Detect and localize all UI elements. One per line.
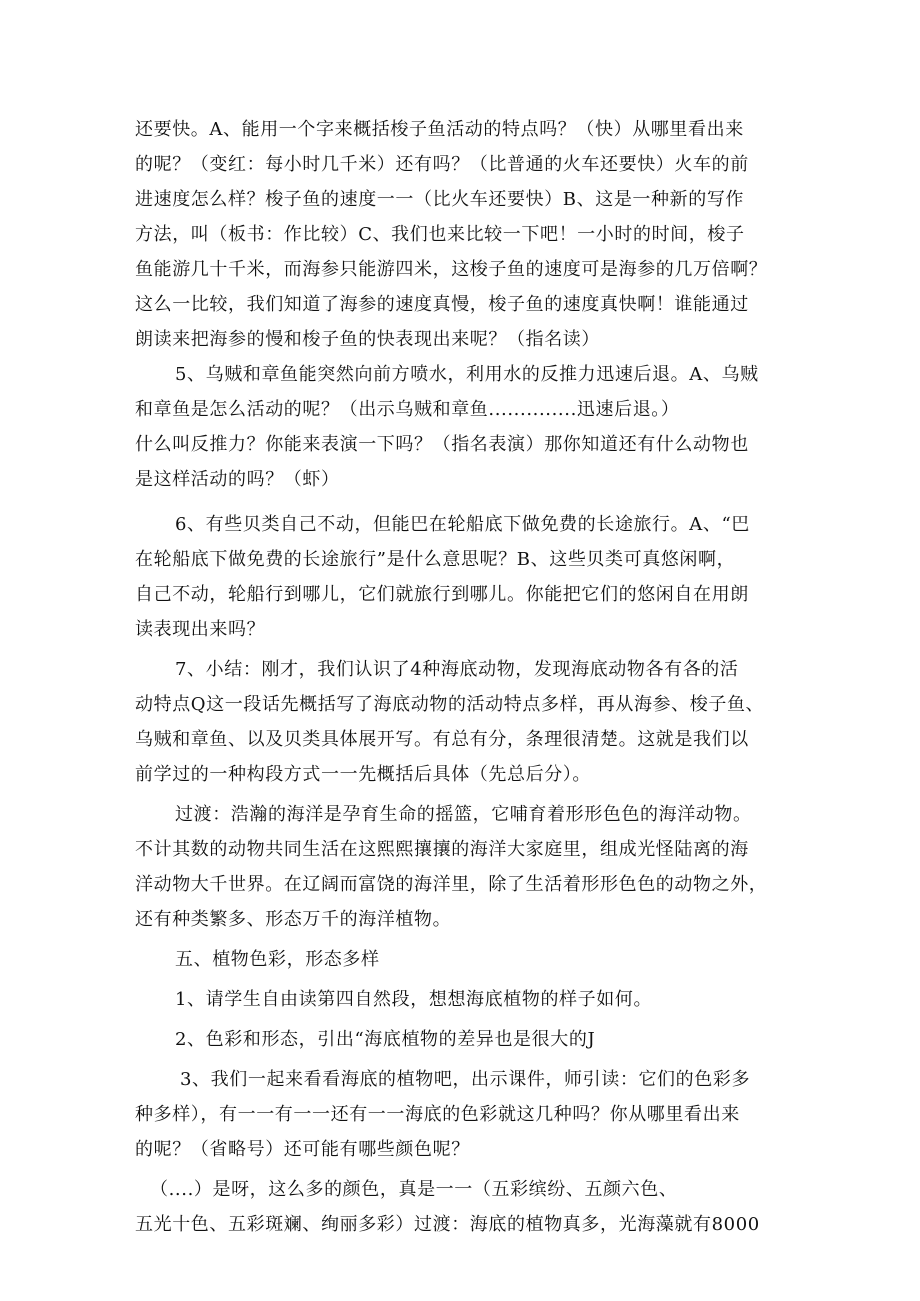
paragraph-start-line: 过渡：浩瀚的海洋是孕育生命的摇篮，它哺育着形形色色的海洋动物。: [175, 804, 752, 825]
text-line: 鱼能游几十千米，而海参只能游四米，这梭子鱼的速度可是海参的几万倍啊？: [135, 259, 768, 280]
text-line: 和章鱼是怎么活动的呢？（出示乌贼和章鱼..............迅速后退。）: [135, 399, 680, 420]
text-line: 种多样），有一一有一一还有一一海底的色彩就这几种吗？你从哪里看出来: [135, 1104, 740, 1125]
text-line: 是这样活动的吗？（虾）: [135, 469, 340, 490]
text-line: 动特点Q这一段话先概括写了海底动物的活动特点多样，再从海参、梭子鱼、: [135, 694, 765, 715]
paragraph-start-line: 3、我们一起来看看海底的植物吧，出示课件，师引读：它们的色彩多: [180, 1069, 751, 1090]
text-line: 读表现出来吗？: [135, 619, 266, 640]
text-line: 朗读来把海参的慢和梭子鱼的快表现出来呢？（指名读）: [135, 329, 600, 350]
text-line: 乌贼和章鱼、以及贝类具体展开写。有总有分，条理很清楚。这就是我们以: [135, 729, 749, 750]
text-line: 在轮船底下做免费的长途旅行”是什么意思呢？B、这些贝类可真悠闲啊，: [135, 549, 736, 570]
paragraph-start-line: 6、有些贝类自己不动，但能巴在轮船底下做免费的长途旅行。A、“巴: [175, 514, 750, 535]
text-line: 的呢？（变红：每小时几千米）还有吗？（比普通的火车还要快）火车的前: [135, 154, 749, 175]
section-heading: 五、植物色彩，形态多样: [175, 949, 380, 970]
list-item: 2、色彩和形态，引出“海底植物的差异也是很大的J: [175, 1029, 596, 1050]
text-line: 什么叫反推力？你能来表演一下吗？（指名表演）那你知道还有什么动物也: [135, 434, 749, 455]
text-line: 进速度怎么样？梭子鱼的速度一一（比火车还要快）B、这是一种新的写作: [135, 189, 745, 210]
list-item: 1、请学生自由读第四自然段，想想海底植物的样子如何。: [175, 989, 653, 1010]
text-line: 五光十色、五彩斑斓、绚丽多彩）过渡：海底的植物真多，光海藻就有8000: [135, 1214, 760, 1235]
text-line: 洋动物大千世界。在辽阔而富饶的海洋里，除了生活着形形色色的动物之外，: [135, 874, 768, 895]
paragraph-start-line: 5、乌贼和章鱼能突然向前方喷水，利用水的反推力迅速后退。A、乌贼: [175, 364, 759, 385]
text-line: 这么一比较，我们知道了海参的速度真慢，梭子鱼的速度真快啊！谁能通过: [135, 294, 749, 315]
text-line: 还有种类繁多、形态万千的海洋植物。: [135, 909, 452, 930]
text-line: 自己不动，轮船行到哪儿，它们就旅行到哪儿。你能把它们的悠闲自在用朗: [135, 584, 749, 605]
paragraph-start-line: 7、小结：刚才，我们认识了4种海底动物，发现海底动物各有各的活: [175, 659, 739, 680]
text-line: 不计其数的动物共同生活在这熙熙攘攘的海洋大家庭里，组成光怪陆离的海: [135, 839, 749, 860]
text-line: 方法，叫（板书：作比较）C、我们也来比较一下吧！一小时的时间，梭子: [135, 224, 745, 245]
text-line: 的呢？（省略号）还可能有哪些颜色呢？: [135, 1139, 470, 1160]
text-line: 还要快。A、能用一个字来概括梭子鱼活动的特点吗？（快）从哪里看出来: [135, 119, 744, 140]
text-line: （....）是呀，这么多的颜色，真是一一（五彩缤纷、五颜六色、: [150, 1179, 678, 1200]
text-line: 前学过的一种构段方式一一先概括后具体（先总后分）。: [135, 764, 591, 785]
